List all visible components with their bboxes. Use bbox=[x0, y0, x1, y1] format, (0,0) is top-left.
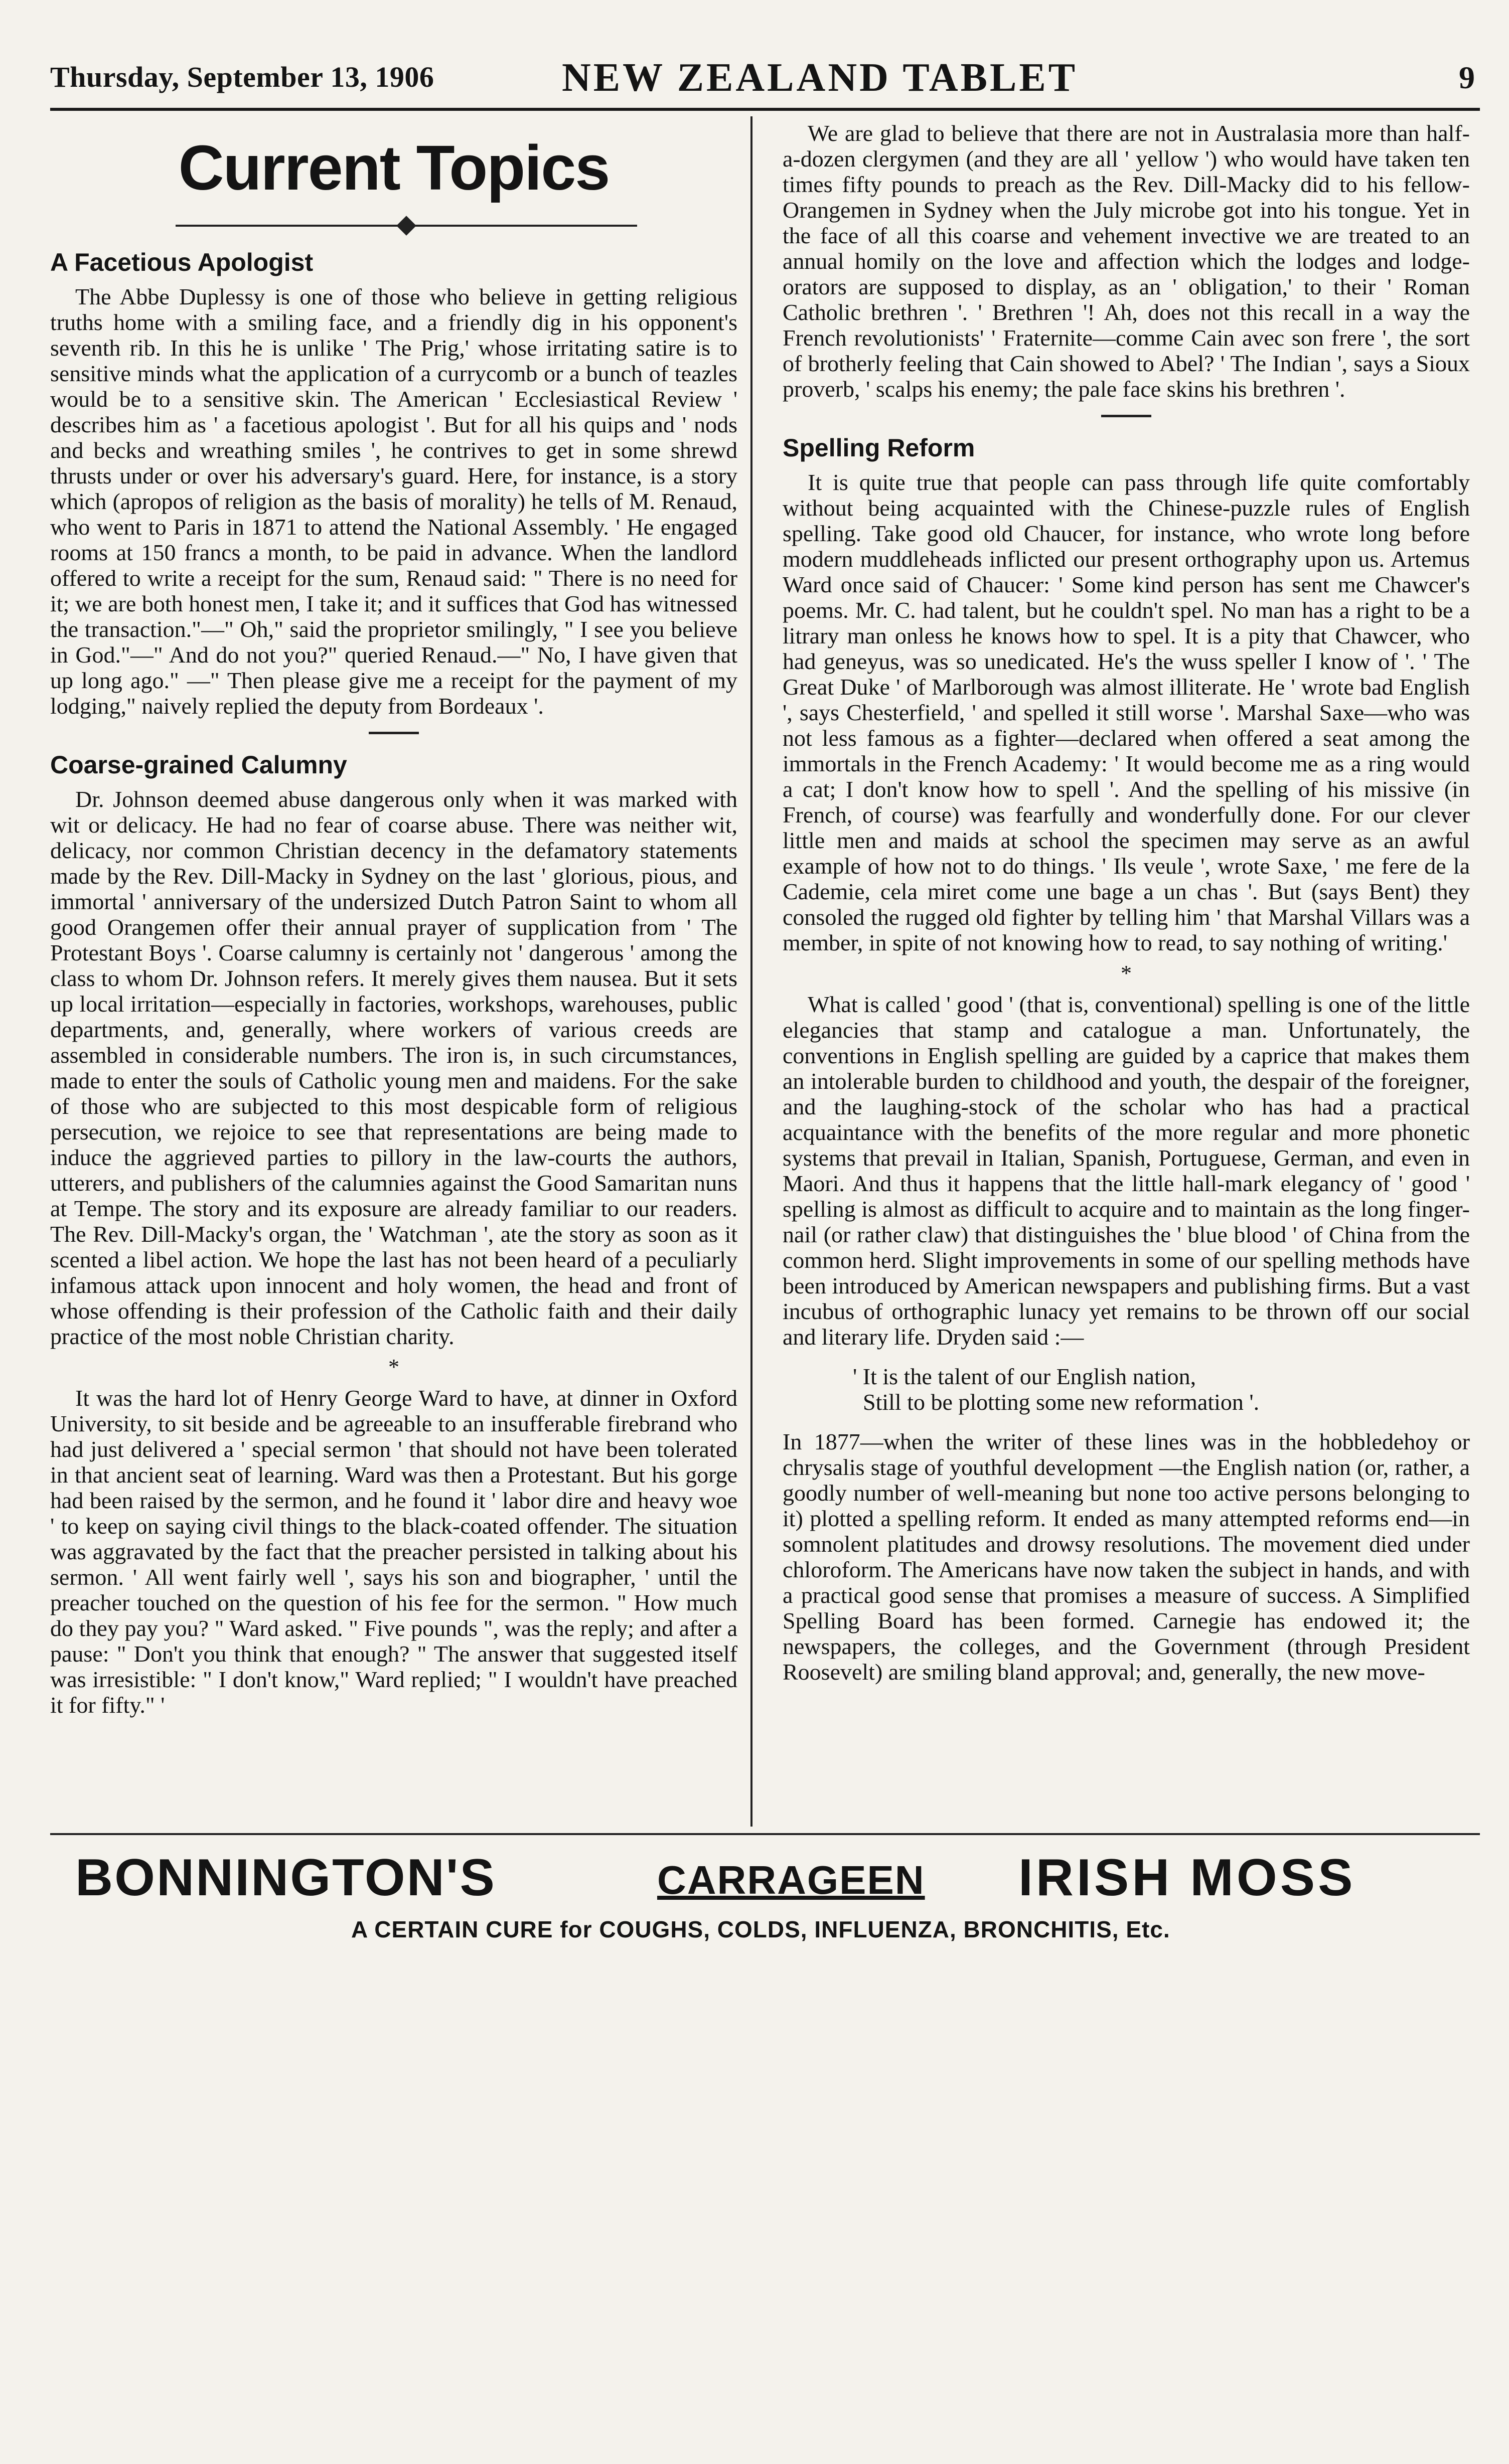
coarse-calumny-heading: Coarse-grained Calumny bbox=[50, 751, 347, 779]
right-column bbox=[783, 120, 1470, 1826]
ad-product-carrageen: CARRAGEEN bbox=[657, 1858, 925, 1902]
section-separator bbox=[369, 732, 419, 734]
masthead bbox=[50, 55, 1480, 100]
facetious-apologist-paragraph: The Abbe Duplessy is one of those who believe in getting religious truths home with a smiling face, and a friendly dig in his opponent's seventh rib. In this he is unlike ' The Prig,' whose irritating satire is to sensitive minds what the application of a currycomb or a bunch of teazles would be to a sensitive skin. The American ' Ecclesiastical Review ' describes him as ' a facetious apologist '. But for all his quips and ' nods and becks and wreathing smiles ', he contrives to get in some shrewd thrusts under or over his adversary's guard. Here, for instance, is a story which (apropos of religion as the basis of morality) he tells of M. Renaud, who went to Paris in 1871 to attend the National Assembly. ' He engaged rooms at 150 francs a month, to be paid in advance. When the landlord offered to write a receipt for the sum, Renaud said: " There is no need for it; we are both honest men, I take it; and it suffices that God has witnessed the transaction."—" Oh," said the proprietor smilingly, " I see you believe in God."—" And do not you?" queried Renaud.—" No, I have given that up long ago." —" Then please give me a receipt for the payment of my lodging," naively replied the deputy from Bordeaux '. bbox=[50, 284, 737, 719]
verse-line: Still to be plotting some new reformation '. bbox=[863, 1389, 1260, 1415]
dryden-verse bbox=[853, 1364, 1470, 1415]
spelling-reform-paragraph-1: It is quite true that people can pass through life quite comfortably without being acquainted with the Chinese-puzzle rules of English spelling. Take good old Chaucer, for instance, who wrote long before modern muddleheads inflicted our present orthography upon us. Artemus Ward once said of Chaucer: ' Some kind person has sent me Chawcer's poems. Mr. C. had talent, but he couldn't spel. No man has a right to be a litrary man onless he knows how to spel. It is a pity that Chawcer, who had geneyus, was so unedicated. He's the wuss speller I know of '. ' The Great Duke ' of Marlborough was almost illiterate. He ' wrote bad English ', says Chesterfield, ' and spelled it still worse '. Marshal Saxe—who was not less famous as a fighter—declared when offered a seat among the immortals in the French Academy: ' It would become me as a ring would a cat; I don't know how to spell '. And the spelling of his missive (in French, of course) was fearfully and wonderfully done. For our clever little men and maids at school the specimen may serve as an awful example of how not to do things. ' Ils veule ', wrote Saxe, ' me fere de la Cademie, cela miret come une bage a un chas '. But (says Bent) they consoled the rugged old fighter by telling him ' that Marshal Villars was a member, in spite of not knowing how to read, to say nothing of writing.' bbox=[783, 469, 1470, 955]
masthead-rule bbox=[50, 108, 1480, 111]
asterisk-separator: * bbox=[1121, 961, 1132, 985]
diamond-ornament-icon bbox=[396, 216, 416, 236]
coarse-calumny-paragraph-1: Dr. Johnson deemed abuse dangerous only when it was marked with wit or delicacy. He had no fear of coarse abuse. There was neither wit, delicacy, nor common Christian decency in the defamatory statements made by the Rev. Dill-Macky in Sydney on the last ' glorious, pious, and immortal ' anniversary of the undersized Dutch Patron Saint to whom all good Orangemen offer their annual prayer of supplication from ' The Protestant Boys '. Coarse calumny is certainly not ' dangerous ' among the class to whom Dr. Johnson refers. It merely gives them nausea. But it sets up local irritation—especially in factories, workshops, warehouses, public departments, and, generally, where workers of various creeds are assembled in considerable numbers. The iron is, in such circumstances, made to enter the souls of Catholic young men and maidens. For the sake of those who are subjected to this most despicable form of religious persecution, we rejoice to see that representations are being made to induce the aggrieved parties to pillory in the law-courts the authors, utterers, and publishers of the calumnies against the Good Samaritan nuns at Tempe. The story and its exposure are already familiar to our readers. The Rev. Dill-Macky's organ, the ' Watchman ', ate the story as soon as it scented a libel action. We hope the last has not been heard of a peculiarly infamous attack upon innocent and holy women, the head and front of whose offending is their profession of the Catholic faith and their daily practice of the most noble Christian charity. bbox=[50, 786, 737, 1349]
ad-brand-name: BONNINGTON'S bbox=[75, 1849, 496, 1907]
page-number: 9 bbox=[1459, 60, 1475, 95]
brethren-paragraph: We are glad to believe that there are not in Australasia more than half-a-dozen clergymen (and they are all ' yellow ') who would have taken ten times fifty pounds to preach as the Rev. Dill-Macky did to his fellow-Orangemen in Sydney when the July microbe got into his tongue. Yet in the face of all this coarse and vehement invective we are treated to an annual homily on the love and affection which the lodges and lodge-orators are supposed to display, as an ' obligation,' to their ' Roman Catholic brethren '. ' Brethren '! Ah, does not this recall in a way the French revolutionists' ' Fraternite—comme Cain avec son frere ', the sort of brotherly feeling that Cain showed to Abel? ' The Indian ', says a Sioux proverb, ' scalps his enemy; the pale face skins his brethren '. bbox=[783, 120, 1470, 402]
spelling-reform-paragraph-2: What is called ' good ' (that is, conventional) spelling is one of the little elegancies that stamp and catalogue a man. Unfortunately, the conventions in English spelling are guided by a caprice that makes them an intolerable burden to childhood and youth, the despair of the foreigner, and the laughing-stock of the scholar who has had a practical acquaintance with the benefits of the more regular and more phonetic systems that prevail in Italian, Spanish, Portuguese, German, and even in Maori. And thus it happens that the little hall-mark elegancy of ' good ' spelling is almost as difficult to acquire and to maintain as the long finger-nail (or rather claw) that distinguishes the ' blue blood ' of China from the common herd. Slight improvements in some of our spelling methods have been introduced by American newspapers and publishing firms. But a vast incubus of orthographic lunacy yet remains to be thrown off our social and literary life. Dryden said :— bbox=[783, 992, 1470, 1350]
advertisement-rule bbox=[50, 1833, 1480, 1835]
issue-date: Thursday, September 13, 1906 bbox=[50, 61, 434, 93]
coarse-calumny-paragraph-2: It was the hard lot of Henry George Ward to have, at dinner in Oxford University, to sit beside and be agreeable to an insufferable firebrand who had just delivered a ' special sermon ' that should not have been tolerated in that ancient seat of learning. Ward was then a Protestant. But his gorge had been raised by the sermon, and he found it ' labor dire and heavy woe ' to keep on saying civil things to the black-coated offender. The situation was aggravated by the fact that the preacher persisted in talking about his sermon. ' All went fairly well ', says his son and biographer, ' until the preacher touched on the question of his fee for the sermon. " How much do they pay you? " Ward asked. " Five pounds ", was the reply; and after a pause: " Don't you think that enough? " The answer that suggested itself was irresistible: " I don't know," Ward replied; " I wouldn't have preached it for fifty." ' bbox=[50, 1385, 737, 1718]
section-separator bbox=[1101, 415, 1151, 417]
diamond-rule bbox=[176, 216, 637, 236]
column-divider bbox=[750, 116, 752, 1827]
left-column bbox=[50, 120, 737, 1826]
spelling-reform-heading: Spelling Reform bbox=[783, 434, 975, 462]
facetious-apologist-heading: A Facetious Apologist bbox=[50, 248, 314, 276]
newspaper-title: NEW ZEALAND TABLET bbox=[562, 56, 1078, 100]
asterisk-separator: * bbox=[388, 1355, 399, 1379]
spelling-reform-paragraph-3: In 1877—when the writer of these lines was in the hobbledehoy or chrysalis stage of youthful development —the English nation (or, rather, a goodly number of well-meaning but none too active persons belonging to it) plotted a spelling reform. It ended as many attempted reforms end—in somnolent platitudes and drowsy resolutions. The movement died under chloroform. The Americans have now taken the subject in hands, and with a practical good sense that promises a measure of success. A Simplified Spelling Board has been formed. Carnegie has endowed it; the newspapers, the colleges, and the Government (through President Roosevelt) are smiling bland approval; and, generally, the new move- bbox=[783, 1429, 1470, 1685]
advertisement bbox=[50, 1833, 1480, 1953]
ad-tagline: A CERTAIN CURE for COUGHS, COLDS, INFLUENZA, BRONCHITIS, Etc. bbox=[351, 1916, 1170, 1942]
ad-product-irish-moss: IRISH MOSS bbox=[1018, 1849, 1356, 1907]
current-topics-heading: Current Topics bbox=[178, 132, 610, 203]
verse-line: ' It is the talent of our English nation, bbox=[853, 1364, 1196, 1389]
